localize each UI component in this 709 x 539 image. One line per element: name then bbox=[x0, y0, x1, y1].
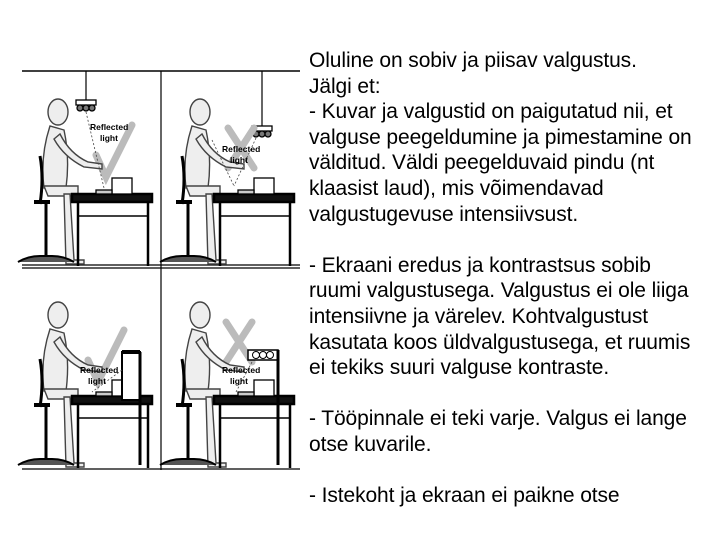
reflected-light-label: light bbox=[88, 376, 106, 386]
reflected-light-label: Reflected bbox=[222, 144, 261, 154]
bullet-seat-position: - Istekoht ja ekraan ei paikne otse bbox=[309, 484, 620, 508]
reflected-light-label: Reflected bbox=[80, 365, 119, 375]
bullet-reflections: - Kuvar ja valgustid on paigutatud nii, et valguse peegeldumine ja pimestamine on välditud. Väldi peegelduvaid pindu (nt klaasist laud), mis võimendavad valgustugevuse intensiivsust. bbox=[309, 100, 692, 226]
reflected-light-label: light bbox=[230, 376, 248, 386]
reflected-light-label: light bbox=[100, 133, 118, 143]
bullet-contrast: - Ekraani eredus ja kontrastsus sobib ruumi valgustusega. Valgustus ei ole liiga intensiivne ja värelev. Kohtvalgustust kasutata koos üldvalgustusega, et ruumis ei tekiks suuri valguse kontraste. bbox=[309, 253, 691, 380]
reflected-light-label: Reflected bbox=[222, 365, 261, 375]
reflected-light-label: Reflected bbox=[90, 122, 129, 132]
intro-paragraph: Oluline on sobiv ja piisav valgustus. Jälgi et: bbox=[309, 49, 637, 98]
instruction-text bbox=[309, 48, 705, 509]
panel-bottom-left bbox=[18, 302, 152, 468]
bullet-shadows: - Tööpinnale ei teki varje. Valgus ei lange otse kuvarile. bbox=[309, 407, 687, 456]
panel-bottom-right bbox=[160, 302, 294, 468]
reflected-light-label: light bbox=[230, 155, 248, 165]
panel-top-right bbox=[160, 71, 294, 266]
panel-top-left bbox=[18, 71, 152, 266]
ergonomic-lighting-illustration bbox=[0, 0, 300, 539]
